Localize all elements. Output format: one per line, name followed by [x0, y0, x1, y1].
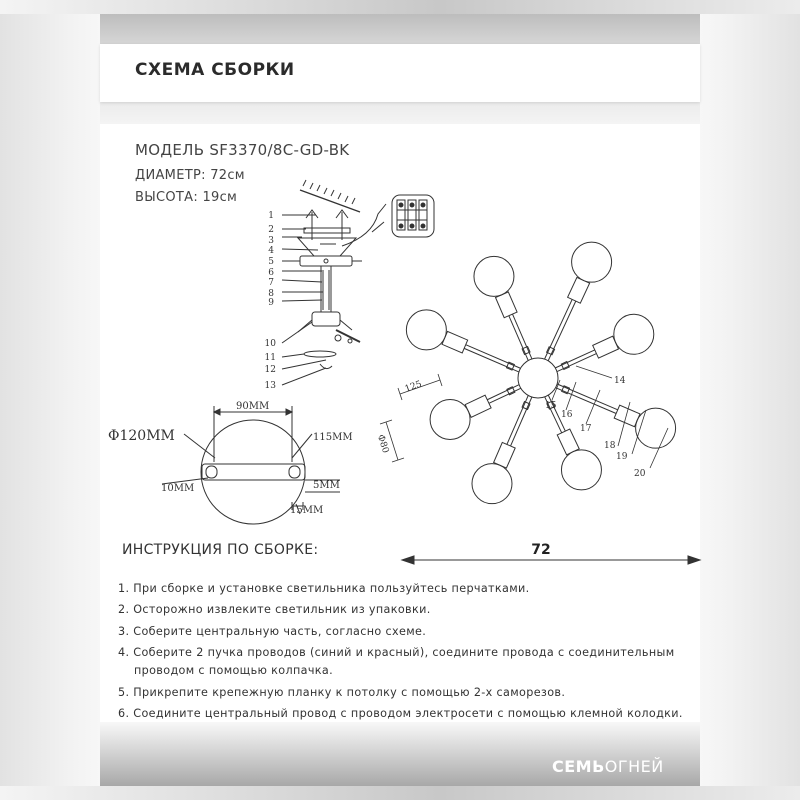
part-label-12: 12 [264, 365, 276, 375]
shade-diameter-label: Φ80 [374, 433, 391, 455]
mount-diagram [282, 180, 434, 385]
part-label-3: 3 [268, 236, 274, 246]
plate-left-label: 10MM [161, 483, 195, 494]
part-label-19: 19 [616, 452, 628, 462]
part-label-10: 10 [264, 339, 276, 349]
arm-4 [557, 354, 596, 372]
arm-edge-7 [511, 397, 532, 446]
brand-logo [552, 757, 664, 776]
part-label-14: 14 [614, 376, 626, 386]
shade-length-label: 125 [403, 379, 424, 395]
plate-diameter-label: Φ120MM [108, 428, 175, 444]
arm-3 [466, 345, 521, 369]
part-label-9: 9 [268, 298, 274, 308]
part-label-11: 11 [264, 353, 276, 363]
bulb-6 [636, 408, 676, 448]
diameter-spec: ДИАМЕТР: 72см [135, 168, 245, 183]
arm-joint-7 [522, 402, 530, 410]
arm-joint-1 [522, 347, 530, 355]
instruction-step-2: 2. Осторожно извлеките светильник из упаковки. [118, 603, 431, 616]
brand-logo-light: ОГНЕЙ [604, 757, 664, 776]
instruction-step-4-continued: проводом с помощью колпачка. [134, 664, 334, 677]
plate-bottom-label: 15MM [290, 505, 324, 516]
part-label-5: 5 [268, 257, 274, 267]
instructions-title: ИНСТРУКЦИЯ ПО СБОРКЕ: [122, 542, 319, 558]
arm-7 [507, 396, 528, 445]
part-label-18: 18 [604, 441, 616, 451]
bulb-2 [572, 242, 612, 282]
bulb-1 [474, 256, 514, 296]
bulb-8 [561, 450, 601, 490]
arm-joint-5 [507, 387, 515, 395]
brand-logo-bold: СЕМЬ [552, 757, 605, 776]
instruction-step-3: 3. Соберите центральную часть, согласно схеме. [118, 625, 427, 638]
arm-edge-3 [464, 348, 519, 372]
model-spec: МОДЕЛЬ SF3370/8C-GD-BK [135, 141, 350, 159]
instruction-step-1: 1. При сборке и установке светильника пользуйтесь перчатками. [118, 582, 530, 595]
arm-edge-2 [545, 299, 573, 359]
bulb-4 [614, 314, 654, 354]
bottom-gradient-bar [0, 786, 800, 800]
arm-2 [548, 301, 576, 361]
plate-right-label: 5MM [313, 480, 340, 491]
part-label-1: 1 [268, 211, 274, 221]
part-label-13: 13 [264, 381, 276, 391]
chandelier-part-labels [375, 376, 646, 479]
page-title: СХЕМА СБОРКИ [135, 60, 295, 80]
overall-width-label: 72 [531, 542, 551, 558]
height-spec: ВЫСОТА: 19см [135, 190, 238, 205]
instruction-step-6: 6. Соедините центральный провод с проводом электросети с помощью клемной колодки. [118, 707, 683, 720]
part-label-17: 17 [580, 424, 592, 434]
instruction-step-4: 4. Соберите 2 пучка проводов (синий и красный), соедините провода с соединительным [118, 646, 675, 659]
arm-joint-4 [561, 362, 569, 370]
instruction-step-5: 5. Прикрепите крепежную планку к потолку с помощью 2-х саморезов. [118, 686, 566, 699]
chandelier-diagram [403, 242, 675, 504]
arm-edge-4 [555, 350, 594, 368]
arm-edge-5 [489, 388, 521, 403]
plate-width-label: 90MM [236, 401, 270, 412]
part-label-20: 20 [634, 469, 646, 479]
arm-joint-2 [547, 347, 555, 355]
part-label-16: 16 [561, 410, 573, 420]
part-label-8: 8 [268, 289, 274, 299]
overall-width-dimension [402, 556, 700, 564]
bulb-7 [472, 464, 512, 504]
ceiling-hatch-icon [300, 180, 360, 212]
bulb-3 [406, 310, 446, 350]
hub [518, 358, 558, 398]
part-label-7: 7 [268, 278, 274, 288]
part-label-4: 4 [268, 246, 274, 256]
part-label-6: 6 [268, 268, 274, 278]
plate-labels [108, 401, 353, 516]
arm-joint-6 [562, 386, 570, 394]
plate-side-label: 115MM [313, 432, 353, 443]
part-label-15: 15 [545, 401, 557, 411]
footer-band [100, 722, 700, 786]
mount-part-labels [265, 211, 277, 391]
part-label-2: 2 [268, 225, 274, 235]
arm-edge-6 [557, 384, 618, 410]
bulb-5 [430, 399, 470, 439]
arm-joint-3 [507, 362, 515, 370]
